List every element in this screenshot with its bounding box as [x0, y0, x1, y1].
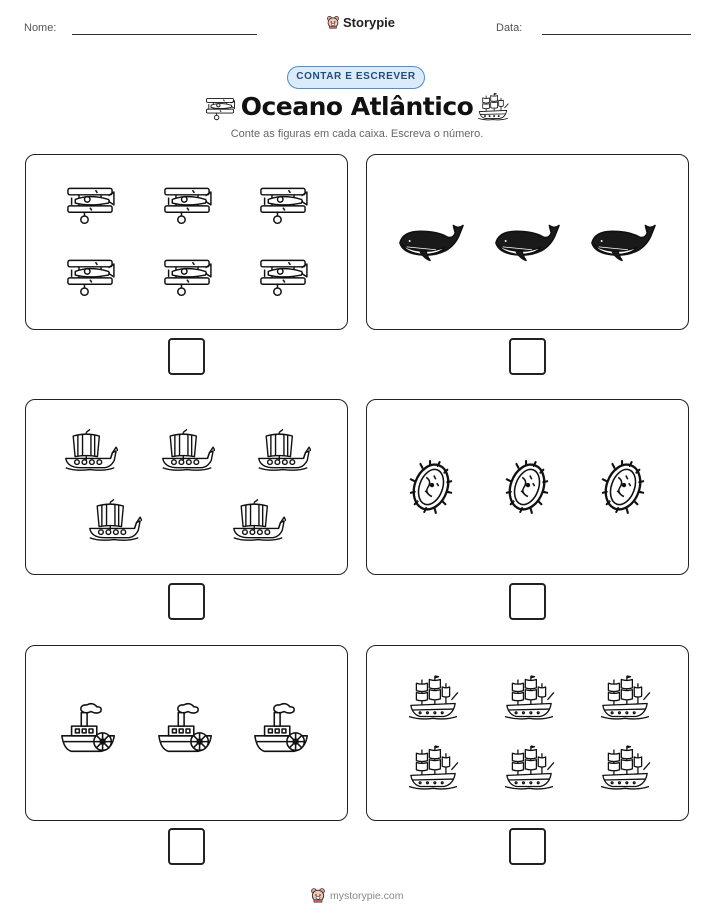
- answer-box-biplanes[interactable]: [168, 338, 205, 375]
- biplane-icon: [159, 181, 215, 227]
- steamboat-icon: [58, 702, 122, 758]
- bear-logo-icon: [326, 14, 340, 30]
- viking-ship-icon: [159, 426, 215, 474]
- count-panel-galleons: [366, 645, 689, 821]
- whale-icon: [397, 219, 465, 263]
- name-label: Nome:: [24, 22, 57, 34]
- galleon-icon: [503, 744, 555, 792]
- plankton-cell-icon: [599, 458, 647, 516]
- count-panel-viking-ships: [25, 399, 348, 575]
- steamboat-icon: [155, 702, 219, 758]
- brand-name: Storypie: [343, 14, 396, 30]
- bear-logo-icon: [310, 886, 326, 904]
- biplane-icon: [62, 253, 118, 299]
- whale-icon: [589, 219, 657, 263]
- count-panel-steamboats: [25, 645, 348, 821]
- answer-box-galleons[interactable]: [509, 828, 546, 865]
- answer-box-plankton[interactable]: [509, 583, 546, 620]
- plankton-cell-icon: [503, 458, 551, 516]
- galleon-icon: [407, 674, 459, 722]
- whale-icon: [493, 219, 561, 263]
- answer-box-viking-ships[interactable]: [168, 583, 205, 620]
- page-title: Oceano Atlântico: [240, 92, 474, 121]
- instructions: Conte as figuras em cada caixa. Escreva o número.: [230, 128, 484, 140]
- count-panel-plankton: [366, 399, 689, 575]
- answer-box-steamboats[interactable]: [168, 828, 205, 865]
- footer-site[interactable]: mystorypie.com: [330, 890, 404, 902]
- biplane-icon: [62, 181, 118, 227]
- steamboat-icon: [251, 702, 315, 758]
- biplane-icon: [255, 181, 311, 227]
- viking-ship-icon: [255, 426, 311, 474]
- count-panel-whales: [366, 154, 689, 330]
- galleon-icon: [599, 744, 651, 792]
- name-line[interactable]: [72, 34, 257, 35]
- viking-ship-icon: [86, 496, 142, 544]
- galleon-icon: [477, 92, 509, 122]
- footer: [0, 884, 714, 908]
- count-panel-biplanes: [25, 154, 348, 330]
- galleon-icon: [407, 744, 459, 792]
- brand: [326, 14, 395, 30]
- biplane-icon: [255, 253, 311, 299]
- viking-ship-icon: [230, 496, 286, 544]
- viking-ship-icon: [62, 426, 118, 474]
- galleon-icon: [599, 674, 651, 722]
- answer-box-whales[interactable]: [509, 338, 546, 375]
- date-label: Data:: [496, 22, 523, 34]
- activity-badge: CONTAR E ESCREVER: [287, 66, 425, 89]
- galleon-icon: [503, 674, 555, 722]
- date-line[interactable]: [542, 34, 691, 35]
- plankton-cell-icon: [407, 458, 455, 516]
- biplane-icon: [159, 253, 215, 299]
- title-row: [0, 92, 714, 126]
- header: [0, 14, 714, 42]
